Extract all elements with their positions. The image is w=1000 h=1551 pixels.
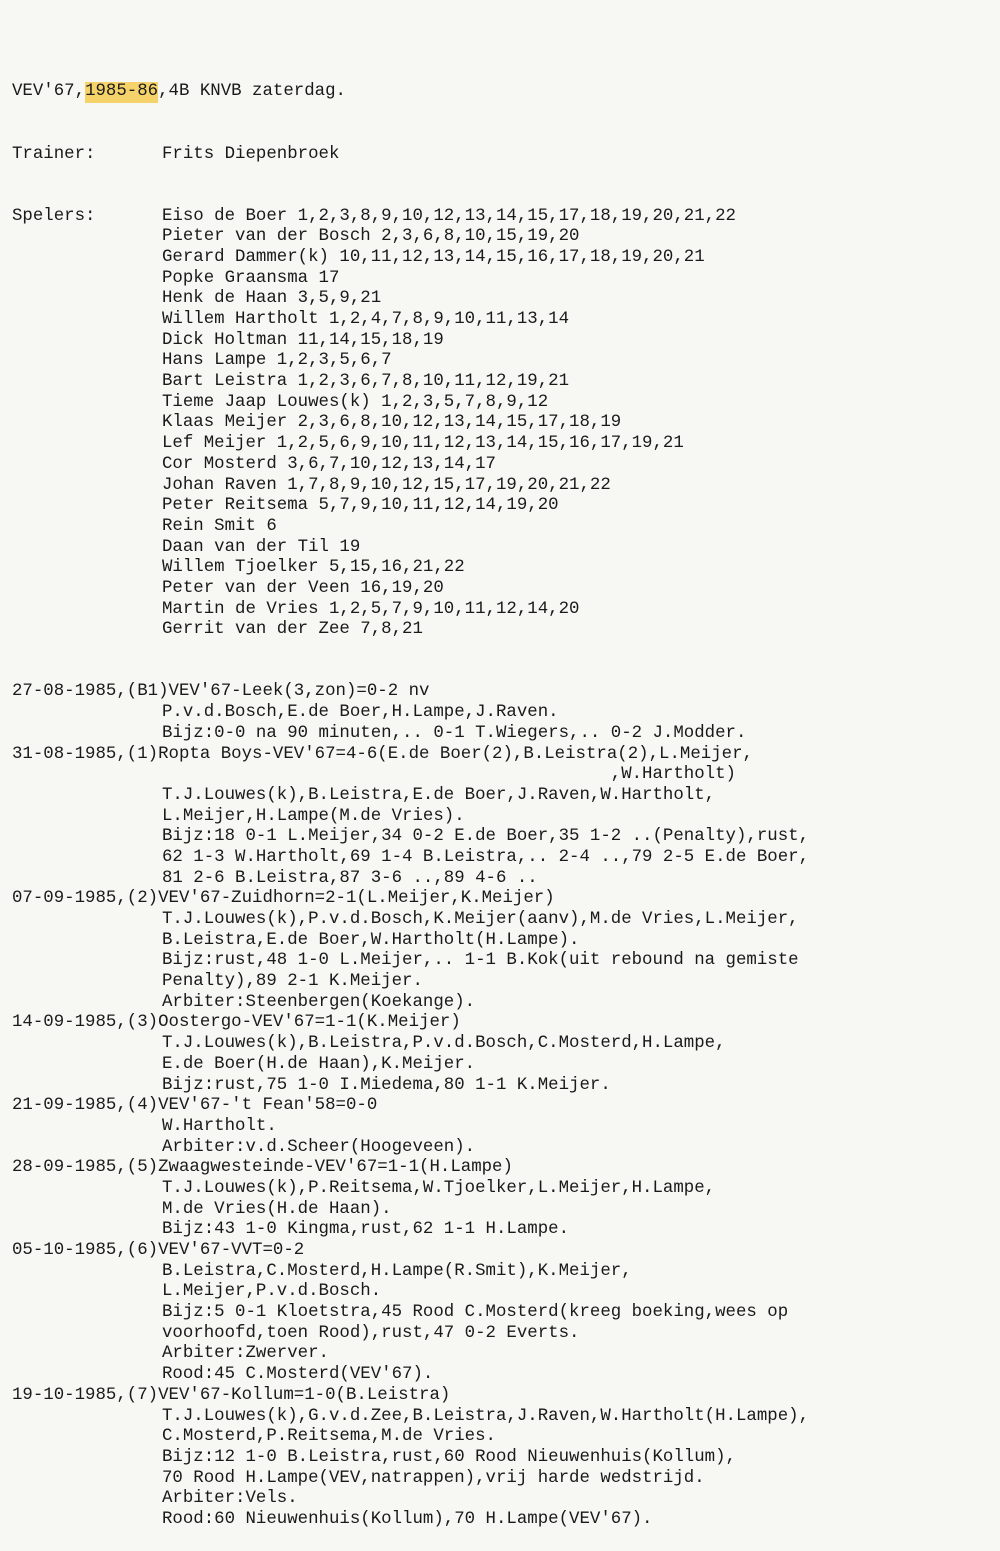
match-detail-line: W.Hartholt. bbox=[162, 1116, 277, 1136]
match-detail-line: C.Mosterd,P.Reitsema,M.de Vries. bbox=[162, 1427, 496, 1447]
player-row bbox=[12, 434, 992, 455]
player-row bbox=[12, 455, 992, 476]
match-block bbox=[12, 1013, 992, 1096]
players-list bbox=[12, 207, 992, 641]
match-detail-line: Arbiter:Steenbergen(Koekange). bbox=[162, 992, 476, 1012]
player-row bbox=[12, 538, 992, 559]
player-entry: Popke Graansma 17 bbox=[162, 268, 340, 288]
label-spacer bbox=[12, 351, 162, 372]
match-detail-line: B.Leistra,E.de Boer,W.Hartholt(H.Lampe). bbox=[162, 930, 580, 950]
match-detail-line: Bijz:rust,48 1-0 L.Meijer,.. 1-1 B.Kok(uit rebound na gemiste bbox=[162, 951, 799, 971]
player-row bbox=[12, 227, 992, 248]
match-detail-line: L.Meijer,P.v.d.Bosch. bbox=[162, 1282, 382, 1302]
match-detail-line: Arbiter:Vels. bbox=[162, 1489, 298, 1509]
match-detail-line: Arbiter:Zwerver. bbox=[162, 1344, 329, 1364]
player-entry: Lef Meijer 1,2,5,6,9,10,11,12,13,14,15,16,17,19,21 bbox=[162, 434, 684, 454]
match-block bbox=[12, 1241, 992, 1386]
match-detail-line: T.J.Louwes(k),B.Leistra,P.v.d.Bosch,C.Mosterd,H.Lampe, bbox=[162, 1034, 726, 1054]
player-entry: Martin de Vries 1,2,5,7,9,10,11,12,14,20 bbox=[162, 599, 580, 619]
players-label: Spelers: bbox=[12, 206, 96, 226]
label-spacer bbox=[12, 620, 162, 641]
match-detail-line: Rood:60 Nieuwenhuis(Kollum),70 H.Lampe(VEV'67). bbox=[162, 1509, 653, 1529]
label-spacer bbox=[12, 434, 162, 455]
match-detail-line: T.J.Louwes(k),G.v.d.Zee,B.Leistra,J.Raven,W.Hartholt(H.Lampe), bbox=[162, 1406, 810, 1426]
trainer-label: Trainer: bbox=[12, 144, 96, 164]
league-name: ,4B KNVB zaterdag. bbox=[158, 82, 346, 102]
season-highlight: 1985-86 bbox=[85, 82, 159, 102]
match-detail-line: 62 1-3 W.Hartholt,69 1-4 B.Leistra,.. 2-4 ..,79 2-5 E.de Boer, bbox=[162, 847, 810, 867]
label-spacer bbox=[12, 269, 162, 290]
match-block bbox=[12, 682, 992, 744]
match-detail-line: P.v.d.Bosch,E.de Boer,H.Lampe,J.Raven. bbox=[162, 703, 559, 723]
player-entry: Daan van der Til 19 bbox=[162, 537, 361, 557]
label-spacer bbox=[12, 413, 162, 434]
match-header: 14-09-1985,(3)Oostergo-VEV'67=1-1(K.Meijer) bbox=[12, 1013, 461, 1033]
match-header: 05-10-1985,(6)VEV'67-VVT=0-2 bbox=[12, 1241, 305, 1260]
label-spacer bbox=[12, 558, 162, 579]
match-detail-line: 81 2-6 B.Leistra,87 3-6 ..,89 4-6 .. bbox=[162, 868, 538, 888]
match-detail-line: E.de Boer(H.de Haan),K.Meijer. bbox=[162, 1054, 476, 1074]
match-header: 07-09-1985,(2)VEV'67-Zuidhorn=2-1(L.Meijer,K.Meijer) bbox=[12, 889, 555, 909]
player-entry: Peter Reitsema 5,7,9,10,11,12,14,19,20 bbox=[162, 496, 559, 516]
document-page bbox=[12, 41, 992, 1551]
match-block bbox=[12, 1386, 992, 1531]
player-entry: Johan Raven 1,7,8,9,10,12,15,17,19,20,21,22 bbox=[162, 475, 611, 495]
match-detail-line: Penalty),89 2-1 K.Meijer. bbox=[162, 972, 423, 992]
player-entry: Peter van der Veen 16,19,20 bbox=[162, 578, 444, 598]
match-header: 19-10-1985,(7)VEV'67-Kollum=1-0(B.Leistra) bbox=[12, 1385, 451, 1405]
player-row bbox=[12, 600, 992, 621]
match-detail-line: Bijz:12 1-0 B.Leistra,rust,60 Rood Nieuwenhuis(Kollum), bbox=[162, 1447, 736, 1467]
match-detail-line: Bijz:rust,75 1-0 I.Miedema,80 1-1 K.Meijer. bbox=[162, 1075, 611, 1095]
player-row bbox=[12, 289, 992, 310]
player-entry: Willem Hartholt 1,2,4,7,8,9,10,11,13,14 bbox=[162, 310, 570, 330]
label-spacer bbox=[12, 289, 162, 310]
match-block bbox=[12, 1158, 992, 1241]
player-row bbox=[12, 310, 992, 331]
trainer-line bbox=[12, 145, 992, 166]
label-spacer bbox=[12, 496, 162, 517]
player-entry: Cor Mosterd 3,6,7,10,12,13,14,17 bbox=[162, 454, 496, 474]
match-header: 27-08-1985,(B1)VEV'67-Leek(3,zon)=0-2 nv bbox=[12, 682, 430, 702]
player-row bbox=[12, 393, 992, 414]
match-detail-line: B.Leistra,C.Mosterd,H.Lampe(R.Smit),K.Meijer, bbox=[162, 1261, 632, 1281]
player-row bbox=[12, 269, 992, 290]
match-detail-line: Bijz:18 0-1 L.Meijer,34 0-2 E.de Boer,35 1-2 ..(Penalty),rust, bbox=[162, 827, 810, 847]
player-row bbox=[12, 331, 992, 352]
player-row bbox=[12, 476, 992, 497]
player-row bbox=[12, 351, 992, 372]
match-block bbox=[12, 745, 992, 890]
match-detail-line: Rood:45 C.Mosterd(VEV'67). bbox=[162, 1365, 434, 1385]
player-entry: Gerrit van der Zee 7,8,21 bbox=[162, 620, 423, 640]
matches-list bbox=[12, 682, 992, 1530]
match-detail-line: T.J.Louwes(k),P.Reitsema,W.Tjoelker,L.Meijer,H.Lampe, bbox=[162, 1178, 716, 1198]
match-block bbox=[12, 1096, 992, 1158]
match-header: 21-09-1985,(4)VEV'67-'t Fean'58=0-0 bbox=[12, 1096, 378, 1116]
label-spacer bbox=[12, 248, 162, 269]
label-spacer bbox=[12, 372, 162, 393]
match-detail-line: ,W.Hartholt) bbox=[162, 765, 736, 785]
player-entry: Eiso de Boer 1,2,3,8,9,10,12,13,14,15,17,18,19,20,21,22 bbox=[162, 206, 736, 226]
player-row bbox=[12, 496, 992, 517]
player-entry: Rein Smit 6 bbox=[162, 516, 277, 536]
label-spacer bbox=[12, 476, 162, 497]
player-entry: Henk de Haan 3,5,9,21 bbox=[162, 289, 382, 309]
player-entry: Hans Lampe 1,2,3,5,6,7 bbox=[162, 351, 392, 371]
match-detail-line: voorhoofd,toen Rood),rust,47 0-2 Everts. bbox=[162, 1323, 580, 1343]
label-spacer bbox=[12, 331, 162, 352]
match-detail-line: T.J.Louwes(k),B.Leistra,E.de Boer,J.Raven,W.Hartholt, bbox=[162, 785, 716, 805]
player-entry: Bart Leistra 1,2,3,6,7,8,10,11,12,19,21 bbox=[162, 372, 570, 392]
player-entry: Dick Holtman 11,14,15,18,19 bbox=[162, 330, 444, 350]
player-entry: Tieme Jaap Louwes(k) 1,2,3,5,7,8,9,12 bbox=[162, 392, 549, 412]
match-header: 31-08-1985,(1)Ropta Boys-VEV'67=4-6(E.de Boer(2),B.Leistra(2),L.Meijer, bbox=[12, 744, 753, 764]
match-detail-line: Arbiter:v.d.Scheer(Hoogeveen). bbox=[162, 1137, 476, 1157]
label-spacer bbox=[12, 517, 162, 538]
player-row bbox=[12, 248, 992, 269]
player-entry: Gerard Dammer(k) 10,11,12,13,14,15,16,17,18,19,20,21 bbox=[162, 247, 705, 267]
trainer-name: Frits Diepenbroek bbox=[162, 144, 340, 164]
player-row bbox=[12, 207, 992, 228]
match-detail-line: Bijz:0-0 na 90 minuten,.. 0-1 T.Wiegers,.. 0-2 J.Modder. bbox=[162, 723, 747, 743]
match-detail-line: T.J.Louwes(k),P.v.d.Bosch,K.Meijer(aanv),M.de Vries,L.Meijer, bbox=[162, 910, 799, 929]
label-spacer bbox=[12, 538, 162, 559]
player-entry: Willem Tjoelker 5,15,16,21,22 bbox=[162, 558, 465, 578]
player-row bbox=[12, 579, 992, 600]
match-detail-line: 70 Rood H.Lampe(VEV,natrappen),vrij harde wedstrijd. bbox=[162, 1468, 705, 1488]
label-spacer bbox=[12, 393, 162, 414]
match-detail-line: Bijz:43 1-0 Kingma,rust,62 1-1 H.Lampe. bbox=[162, 1220, 570, 1240]
label-spacer bbox=[12, 455, 162, 476]
player-row bbox=[12, 558, 992, 579]
club-name: VEV'67, bbox=[12, 82, 86, 102]
label-spacer bbox=[12, 310, 162, 331]
player-row bbox=[12, 620, 992, 641]
player-row bbox=[12, 372, 992, 393]
label-spacer bbox=[12, 579, 162, 600]
match-detail-line: Bijz:5 0-1 Kloetstra,45 Rood C.Mosterd(kreeg boeking,wees op bbox=[162, 1303, 789, 1323]
match-block bbox=[12, 889, 992, 1013]
label-spacer bbox=[12, 227, 162, 248]
label-spacer bbox=[12, 600, 162, 621]
match-detail-line: M.de Vries(H.de Haan). bbox=[162, 1199, 392, 1219]
match-header: 28-09-1985,(5)Zwaagwesteinde-VEV'67=1-1(H.Lampe) bbox=[12, 1158, 513, 1178]
player-row bbox=[12, 413, 992, 434]
player-row bbox=[12, 517, 992, 538]
player-entry: Klaas Meijer 2,3,6,8,10,12,13,14,15,17,18,19 bbox=[162, 413, 622, 433]
player-entry: Pieter van der Bosch 2,3,6,8,10,15,19,20 bbox=[162, 227, 580, 247]
match-detail-line: L.Meijer,H.Lampe(M.de Vries). bbox=[162, 806, 465, 826]
header-line bbox=[12, 82, 992, 103]
